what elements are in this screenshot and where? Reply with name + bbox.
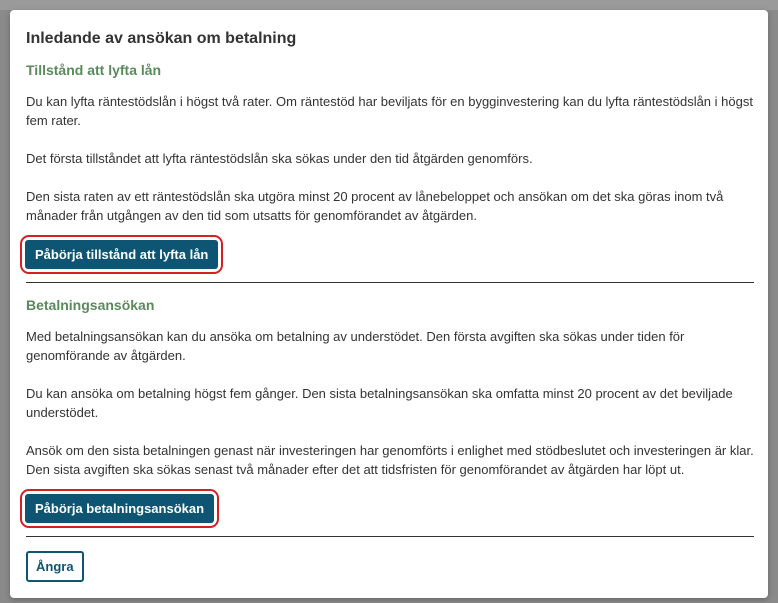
- footer-divider: [26, 536, 754, 537]
- section-divider: [26, 282, 754, 283]
- backdrop-overlay: [0, 0, 778, 10]
- dialog-footer: [26, 551, 754, 582]
- payment-application-button-highlight: [20, 489, 219, 528]
- loan-permit-paragraph: Det första tillståndet att lyfta räntestödslån ska sökas under den tid åtgärden genomförs.: [26, 151, 533, 166]
- loan-permit-heading: Tillstånd att lyfta lån: [26, 62, 162, 78]
- start-payment-application-button[interactable]: Påbörja betalningsansökan: [25, 494, 214, 523]
- payment-application-section: [26, 297, 754, 528]
- payment-application-heading: Betalningsansökan: [26, 297, 155, 313]
- loan-permit-section: [26, 62, 754, 274]
- dialog-title: Inledande av ansökan om betalning: [26, 30, 297, 47]
- loan-permit-paragraph: Den sista raten av ett räntestödslån ska utgöra minst 20 procent av lånebeloppet och ansökan om det ska göras inom två månader från utgången av den tid som utsatts för genomförandet av åtgärden.: [26, 189, 724, 223]
- payment-application-paragraph: Med betalningsansökan kan du ansöka om betalning av understödet. Den första avgiften ska sökas under tiden för genomförande av åtgärden.: [26, 329, 685, 363]
- loan-permit-button-highlight: [20, 235, 223, 274]
- loan-permit-paragraph: Du kan lyfta räntestödslån i högst två rater. Om räntestöd har beviljats för en bygginvestering kan du lyfta räntestödslån i högst fem rater.: [26, 94, 753, 128]
- payment-application-paragraph: Du kan ansöka om betalning högst fem gånger. Den sista betalningsansökan ska omfatta minst 20 procent av det beviljade understödet.: [26, 386, 733, 420]
- start-loan-permit-button[interactable]: Påbörja tillstånd att lyfta lån: [25, 240, 218, 269]
- cancel-button[interactable]: Ångra: [26, 551, 84, 582]
- payment-application-paragraph: Ansök om den sista betalningen genast när investeringen har genomförts i enlighet med stödbeslutet och investeringen är klar. Den sista avgiften ska sökas senast två månader efter det att tidsfristen för genomförandet av åtgärden har löpt ut.: [26, 443, 754, 477]
- payment-application-dialog: [10, 10, 768, 598]
